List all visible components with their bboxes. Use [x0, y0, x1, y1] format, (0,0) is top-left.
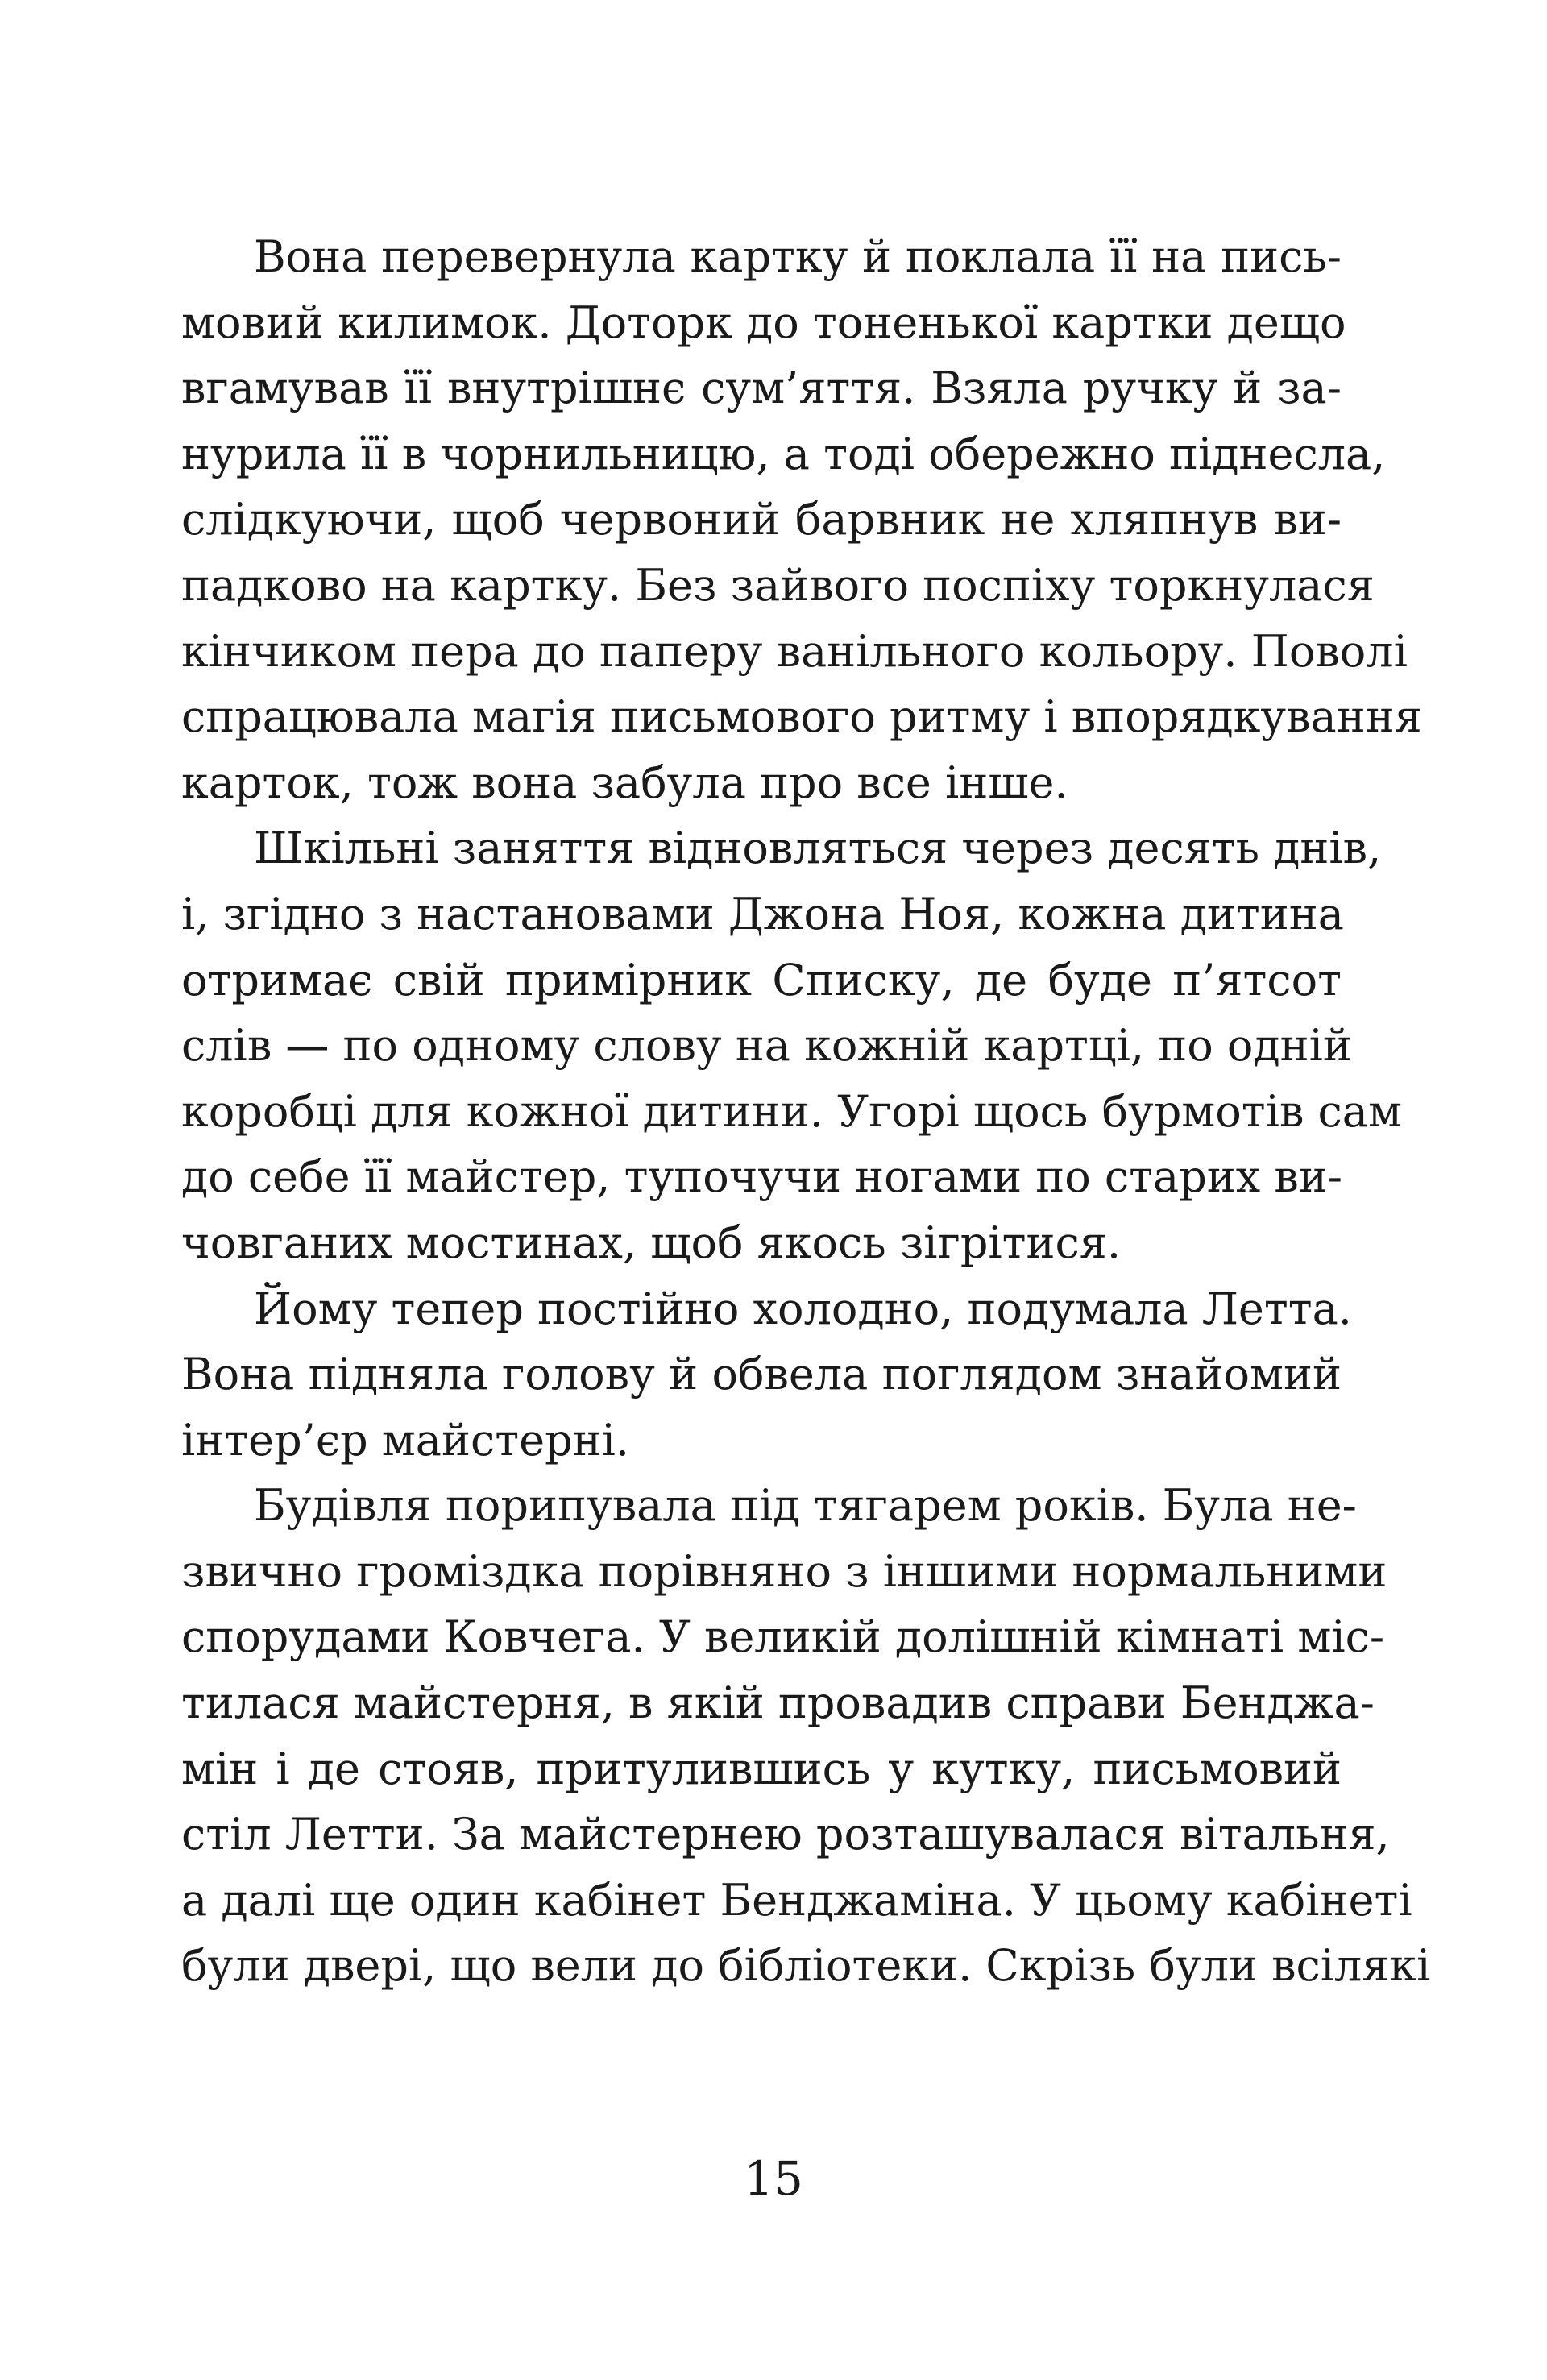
- text-line: мін і де стояв, притулившись у кутку, письмовий: [181, 1743, 1342, 1794]
- text-line: карток, тож вона забула про все інше.: [181, 757, 1068, 808]
- paragraph: [181, 1473, 1431, 1999]
- text-line: звично громіздка порівняно з іншими нормальними: [181, 1545, 1387, 1597]
- text-line: мовий килимок. Доторк до тоненької картки дещо: [181, 296, 1346, 348]
- text-line: а далі ще один кабінет Бенджаміна. У цьому кабінеті: [181, 1874, 1412, 1926]
- text-line: Шкільні заняття відновляться через десять днів,: [254, 823, 1382, 874]
- text-line: були двері, що вели до бібліотеки. Скрізь були всілякі: [181, 1940, 1431, 1992]
- text-line: Вона підняла голову й обвела поглядом знайомий: [181, 1349, 1342, 1400]
- text-line: інтер’єр майстерні.: [181, 1414, 630, 1466]
- text-line: коробці для кожної дитини. Угорі щось бурмотів сам: [181, 1085, 1402, 1137]
- text-line: кінчиком пера до паперу ванільного кольору. Поволі: [181, 625, 1408, 677]
- text-line: слів — по одному слову на кожній картці, по одній: [181, 1020, 1352, 1072]
- text-line: спрацювала магія письмового ритму і впорядкування: [181, 691, 1422, 743]
- text-line: Йому тепер постійно холодно, подумала Летта.: [254, 1283, 1352, 1334]
- text-line: тилася майстерня, в якій провадив справи Бенджа-: [181, 1677, 1375, 1729]
- text-line: Вона перевернула картку й поклала її на пись-: [254, 231, 1342, 282]
- text-line: стіл Летти. За майстернею розташувалася вітальня,: [181, 1809, 1390, 1860]
- text-line: до себе її майстер, тупочучи ногами по старих ви-: [181, 1151, 1343, 1203]
- page-number: 15: [744, 2151, 803, 2206]
- paragraph: [181, 1276, 1352, 1474]
- text-line: вгамував її внутрішнє сум’яття. Взяла ручку й за-: [181, 363, 1342, 414]
- text-line: спорудами Ковчега. У великій долішній кімнаті міс-: [181, 1611, 1385, 1663]
- text-line: отримає свій примірник Списку, де буде п’ятсот: [181, 954, 1342, 1005]
- text-line: падково на картку. Без зайвого поспіху торкнулася: [181, 559, 1375, 611]
- text-line: і, згідно з настановами Джона Ноя, кожна дитина: [181, 888, 1344, 939]
- text-line: човганих мостинах, щоб якось зігрітися.: [181, 1217, 1122, 1268]
- text-line: нурила її в чорнильницю, а тоді обережно піднесла,: [181, 428, 1386, 479]
- paragraph: [181, 815, 1402, 1275]
- text-line: слідкуючи, щоб червоний барвник не хляпнув ви-: [181, 494, 1342, 545]
- paragraph: [181, 224, 1422, 815]
- body-text: [181, 224, 1431, 1999]
- text-line: Будівля порипувала під тягарем років. Була не-: [254, 1480, 1357, 1532]
